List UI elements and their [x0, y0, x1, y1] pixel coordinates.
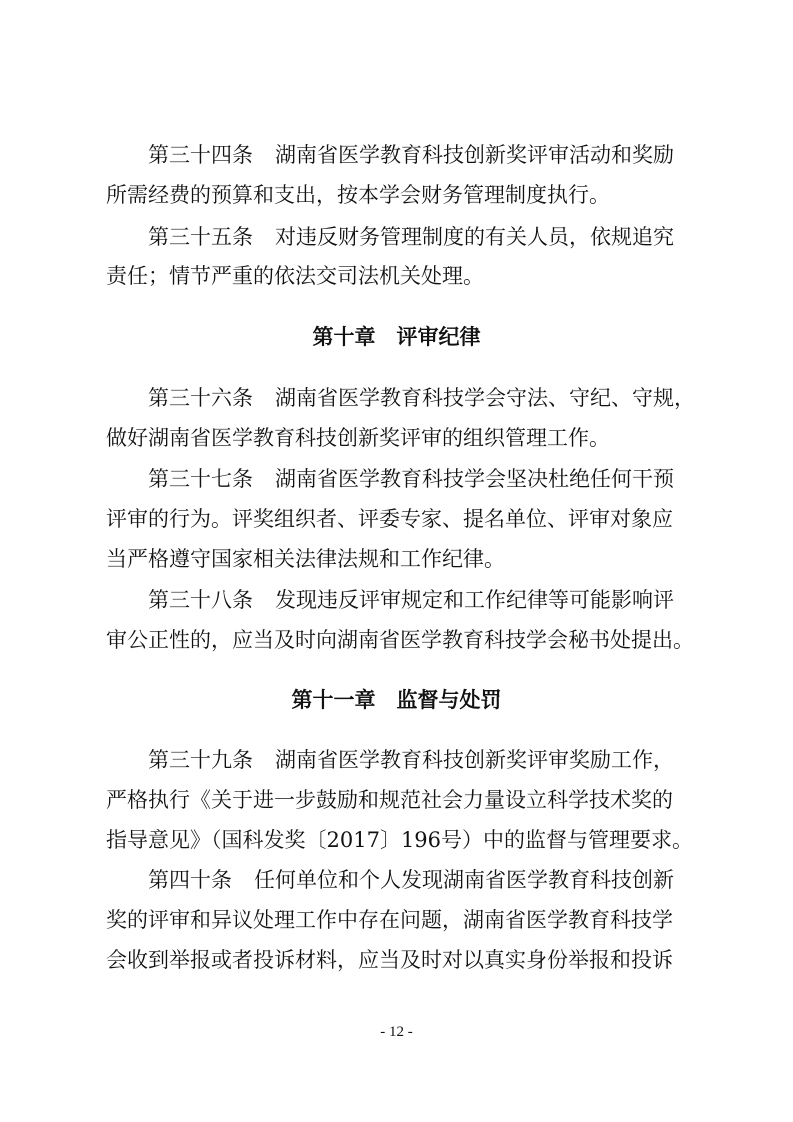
article-35-text-1: 对违反财务管理制度的有关人员，依规追究: [275, 225, 674, 249]
article-36-line-2: 做好湖南省医学教育科技创新奖评审的组织管理工作。: [106, 426, 610, 450]
article-35-line-2: 责任；情节严重的依法交司法机关处理。: [106, 264, 484, 288]
article-39-line-2: 严格执行《关于进一步鼓励和规范社会力量设立科学技术奖的: [106, 788, 673, 812]
article-38-text-1: 发现违反评审规定和工作纪律等可能影响评: [275, 588, 674, 612]
article-38-label: 第三十八条: [148, 588, 253, 612]
article-39-line-3: 指导意见》（国科发奖〔2017〕196号）中的监督与管理要求。: [106, 828, 694, 852]
article-40-line-3: 会收到举报或者投诉材料，应当及时对以真实身份举报和投诉: [106, 948, 673, 972]
article-36-label: 第三十六条: [148, 386, 253, 410]
chapter-10-heading: 第十章 评审纪律: [312, 325, 481, 349]
article-40-label: 第四十条: [148, 868, 232, 892]
article-37-line-3: 当严格遵守国家相关法律法规和工作纪律。: [106, 547, 505, 571]
article-35-label: 第三十五条: [148, 225, 253, 249]
article-40-text-1: 任何单位和个人发现湖南省医学教育科技创新: [254, 868, 674, 892]
article-39-line-1: [148, 746, 674, 774]
page-number: - 12 -: [380, 1024, 413, 1040]
article-39-text-1: 湖南省医学教育科技创新奖评审奖励工作，: [275, 748, 674, 772]
article-38-line-1: [148, 586, 674, 614]
article-36-text-1: 湖南省医学教育科技学会守法、守纪、守规，: [275, 386, 695, 410]
article-36-line-1: [148, 384, 695, 412]
article-35-line-1: [148, 223, 674, 251]
article-37-label: 第三十七条: [148, 467, 253, 491]
article-34-label: 第三十四条: [148, 143, 253, 167]
article-40-line-2: 奖的评审和异议处理工作中存在问题，湖南省医学教育科技学: [106, 908, 673, 932]
article-37-text-1: 湖南省医学教育科技学会坚决杜绝任何干预: [275, 467, 674, 491]
article-38-line-2: 审公正性的，应当及时向湖南省医学教育科技学会秘书处提出。: [106, 628, 694, 652]
article-39-label: 第三十九条: [148, 748, 253, 772]
article-34-line-1: [148, 141, 674, 169]
article-40-line-1: [148, 866, 674, 894]
article-37-line-2: 评审的行为。评奖组织者、评委专家、提名单位、评审对象应: [106, 507, 673, 531]
article-34-text-1: 湖南省医学教育科技创新奖评审活动和奖励: [275, 143, 674, 167]
chapter-11-heading: 第十一章 监督与处罚: [291, 688, 502, 712]
article-37-line-1: [148, 465, 674, 493]
article-34-line-2: 所需经费的预算和支出，按本学会财务管理制度执行。: [106, 183, 610, 207]
